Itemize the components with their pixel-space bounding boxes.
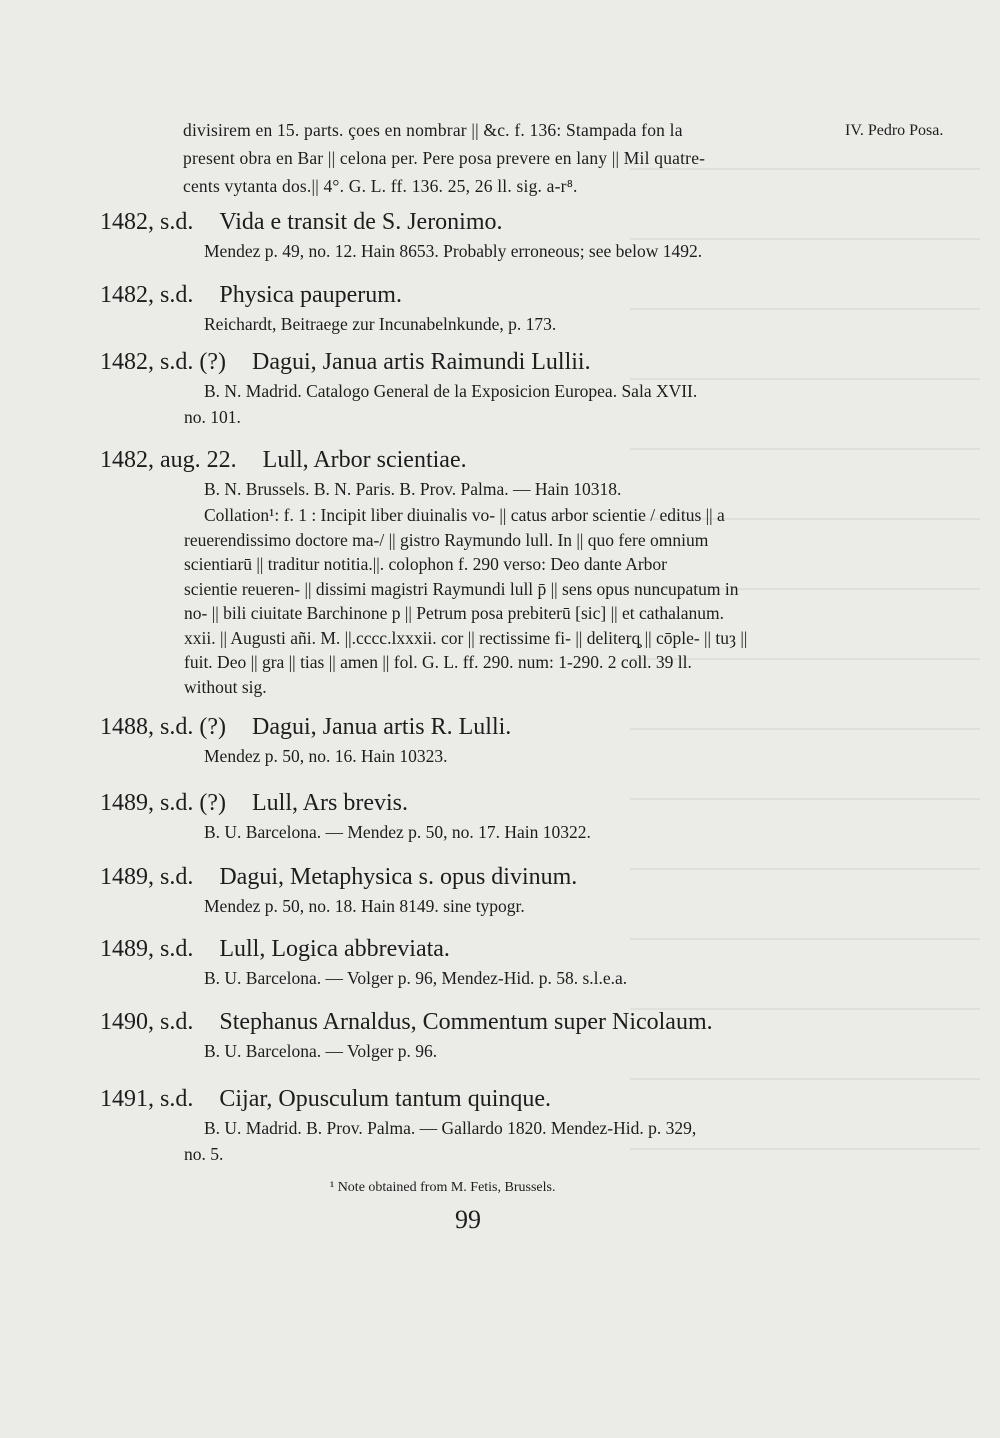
intro-paragraph: [183, 116, 838, 200]
entry-heading: [100, 788, 860, 818]
entry-reference: B. U. Barcelona. — Mendez p. 50, no. 17. Hain 10322.: [204, 822, 591, 842]
entry-reference: Mendez p. 50, no. 16. Hain 10323.: [204, 746, 448, 766]
margin-note: IV. Pedro Posa.: [845, 122, 944, 139]
entry-reference: B. U. Madrid. B. Prov. Palma. — Gallardo 1820. Mendez-Hid. p. 329,: [204, 1118, 697, 1138]
reference-line: no. 101.: [184, 407, 241, 427]
entry-heading: [100, 347, 860, 377]
collation-line: fuit. Deo || gra || tias || amen || fol. G. L. ff. 290. num: 1-290. 2 coll. 39 ll.: [184, 652, 692, 672]
entry-title: Physica pauperum.: [219, 282, 402, 308]
catalog-entry: [100, 712, 860, 770]
entry-reference: B. N. Brussels. B. N. Paris. B. Prov. Palma. — Hain 10318.: [204, 479, 622, 499]
entry-date: 1490, s.d.: [100, 1009, 194, 1035]
entry-reference: B. U. Barcelona. — Volger p. 96.: [204, 1041, 438, 1061]
catalog-entry: [100, 347, 860, 430]
entry-title: Lull, Logica abbreviata.: [219, 936, 450, 962]
entry-title: Dagui, Metaphysica s. opus divinum.: [219, 864, 578, 890]
entry-date: 1482, aug. 22.: [100, 447, 237, 473]
entry-title: Cijar, Opusculum tantum quinque.: [219, 1086, 552, 1112]
entry-reference: Reichardt, Beitraege zur Incunabelnkunde, p. 173.: [204, 314, 557, 334]
collation-text: [184, 503, 839, 699]
page-number: 99: [455, 1205, 481, 1234]
entry-date: 1488, s.d. (?): [100, 714, 226, 740]
catalog-entry: [100, 280, 860, 338]
catalog-entry: [100, 445, 860, 699]
entry-reference: B. U. Barcelona. — Volger p. 96, Mendez-Hid. p. 58. s.l.e.a.: [204, 968, 628, 988]
catalog-entry: [100, 934, 860, 992]
collation-line: scientie reueren- || dissimi magistri Raymundi lull p̄ || sens opus nuncupatum in: [184, 578, 739, 599]
collation-line: scientiarū || traditur notitia.||. colophon f. 290 verso: Deo dante Arbor: [184, 554, 667, 574]
entry-heading: [100, 712, 860, 742]
entry-title: Lull, Ars brevis.: [251, 790, 408, 816]
collation-line: xxii. || Augusti añi. M. ||.cccc.lxxxii. cor || rectissime fi- || deliterq̧ || cōple- || tuȝ ||: [184, 627, 748, 648]
entry-heading: [100, 207, 860, 237]
intro-line: cents vytanta dos.|| 4°. G. L. ff. 136. 25, 26 ll. sig. a-r⁸.: [183, 176, 578, 196]
collation-line: without sig.: [184, 676, 267, 697]
entry-title: Vida e transit de S. Jeronimo.: [219, 209, 503, 235]
entry-heading: [100, 1084, 860, 1114]
catalog-entry: [100, 207, 860, 265]
entry-heading: [100, 280, 860, 310]
entry-title: Dagui, Janua artis Raimundi Lullii.: [251, 349, 591, 375]
entry-date: 1489, s.d. (?): [100, 790, 226, 816]
collation-line: reuerendissimo doctore ma-/ || gistro Raymundo lull. In || quo fere omnium: [184, 529, 709, 550]
entry-title: Lull, Arbor scientiae.: [262, 447, 467, 473]
entry-date: 1482, s.d.: [100, 282, 194, 308]
entry-heading: [100, 445, 860, 475]
entry-heading: [100, 934, 860, 964]
entry-title: Stephanus Arnaldus, Commentum super Nicolaum.: [219, 1009, 713, 1035]
reference-line: no. 5.: [184, 1144, 224, 1164]
catalog-entry: [100, 1084, 860, 1167]
entry-reference-continued: [184, 405, 839, 430]
entry-date: 1491, s.d.: [100, 1086, 194, 1112]
entry-reference: B. N. Madrid. Catalogo General de la Exposicion Europea. Sala XVII.: [204, 381, 698, 401]
entry-title: Dagui, Janua artis R. Lulli.: [251, 714, 512, 740]
footnote: ¹ Note obtained from M. Fetis, Brussels.: [330, 1180, 556, 1195]
entry-date: 1489, s.d.: [100, 864, 194, 890]
entry-reference: Mendez p. 50, no. 18. Hain 8149. sine typogr.: [204, 896, 525, 916]
collation-line: no- || bili ciuitate Barchinone p || Petrum posa prebiterū [sic] || et cathalanum.: [184, 603, 725, 623]
entry-reference-continued: [184, 1142, 839, 1167]
entry-date: 1482, s.d.: [100, 209, 194, 235]
entry-heading: [100, 1007, 860, 1037]
catalog-entry: [100, 1007, 860, 1065]
entry-reference: Mendez p. 49, no. 12. Hain 8653. Probably erroneous; see below 1492.: [204, 241, 703, 261]
intro-line: present obra en Bar || celona per. Pere posa prevere en lany || Mil quatre-: [183, 148, 706, 168]
entry-heading: [100, 862, 860, 892]
catalog-entry: [100, 788, 860, 846]
entry-date: 1489, s.d.: [100, 936, 194, 962]
intro-line: divisirem en 15. parts. çoes en nombrar || &c. f. 136: Stampada fon la: [183, 120, 683, 140]
entry-date: 1482, s.d. (?): [100, 349, 226, 375]
catalog-entry: [100, 862, 860, 920]
collation-line: Collation¹: f. 1 : Incipit liber diuinalis vo- || catus arbor scientie / editus || a: [204, 505, 725, 525]
